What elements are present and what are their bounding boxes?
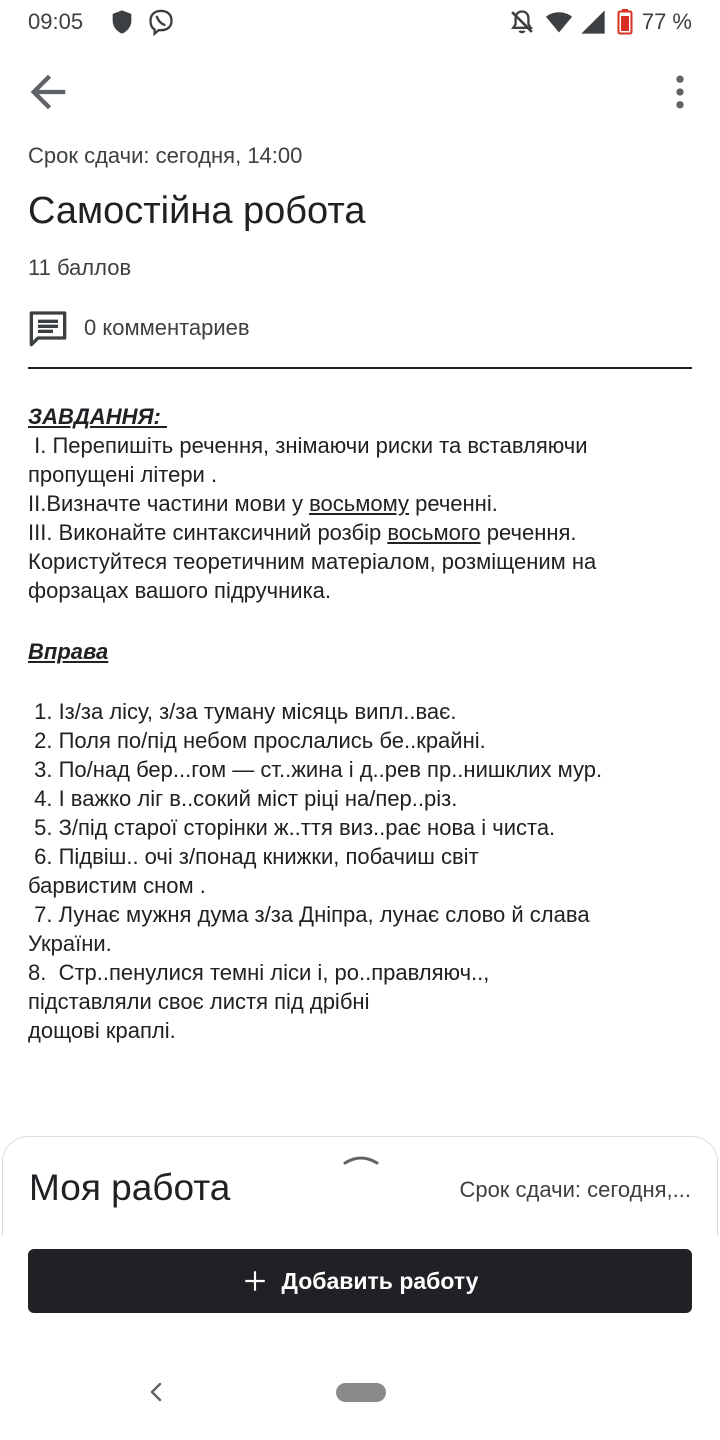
status-time: 09:05: [28, 9, 84, 34]
points: 11 баллов: [28, 255, 132, 280]
nav-back-icon[interactable]: [144, 1378, 168, 1406]
task-1-cont: пропущені літери .: [28, 462, 218, 487]
arrow-back-icon: [22, 66, 74, 118]
task-1: І. Перепишіть речення, знімаючи риски та вставляючи: [28, 433, 588, 458]
battery-percent: 77 %: [641, 9, 692, 34]
exercise-item: 1. Із/за лісу, з/за туману місяць випл..ває.: [28, 699, 457, 724]
assignment-description: [28, 402, 700, 1045]
exercise-item: барвистим сном .: [28, 873, 206, 898]
expand-handle-icon[interactable]: [343, 1151, 379, 1167]
signal-icon: [579, 8, 607, 36]
class-comments-link[interactable]: [28, 306, 250, 350]
exercise-item: 2. Поля по/під небом прослались бе..крайні.: [28, 728, 486, 753]
exercise-item: 7. Лунає мужня дума з/за Дніпра, лунає слово й слава: [28, 902, 590, 927]
due-date: Срок сдачи: сегодня, 14:00: [28, 143, 303, 168]
exercise-item: 8. Стр..пенулися темні ліси і, ро..правляюч..,: [28, 960, 490, 985]
bell-off-icon: [508, 8, 536, 36]
shield-icon: [108, 8, 136, 36]
exercise-item: 5. З/під старої сторінки ж..ття виз..рає нова і чиста.: [28, 815, 556, 840]
status-bar: [0, 0, 720, 44]
task-4: Користуйтеся теоретичним матеріалом, розміщеним на: [28, 549, 597, 574]
exercise-item: України.: [28, 931, 112, 956]
battery-icon: [614, 8, 636, 36]
task-2: ІІ.Визначте частини мови у восьмому реченні.: [28, 491, 498, 516]
exercise-item: 6. Підвіш.. очі з/понад книжки, побачиш світ: [28, 844, 479, 869]
exercise-header: Вправа: [28, 639, 109, 664]
task-3: ІІІ. Виконайте синтаксичний розбір восьмого речення.: [28, 520, 577, 545]
comments-count: 0 комментариев: [84, 315, 250, 340]
exercise-item: підставляли своє листя під дрібні: [28, 989, 370, 1014]
more-options-button[interactable]: [658, 66, 702, 118]
viber-icon: [147, 8, 175, 36]
task-4-cont: форзацах вашого підручника.: [28, 578, 332, 603]
my-work-due: Срок сдачи: сегодня,...: [459, 1177, 691, 1202]
more-vert-icon: [658, 66, 702, 118]
exercise-item: 4. І важко ліг в..сокий міст ріці на/пер..різ.: [28, 786, 458, 811]
add-work-label: Добавить работу: [281, 1267, 479, 1294]
task-header: ЗАВДАННЯ:: [28, 404, 167, 429]
my-work-sheet[interactable]: [2, 1136, 718, 1236]
back-button[interactable]: [22, 66, 74, 118]
exercise-item: дощові краплі.: [28, 1018, 176, 1043]
wifi-icon: [545, 8, 573, 36]
plus-icon: [242, 1268, 268, 1294]
nav-home-pill[interactable]: [336, 1383, 386, 1402]
add-work-button[interactable]: [28, 1249, 692, 1313]
divider: [28, 367, 692, 369]
exercise-item: 3. По/над бер...гом — ст..жина і д..рев пр..нишклих мур.: [28, 757, 603, 782]
my-work-title: Моя работа: [29, 1167, 231, 1208]
comment-icon: [28, 308, 68, 348]
assignment-title: Самостійна робота: [28, 190, 366, 232]
